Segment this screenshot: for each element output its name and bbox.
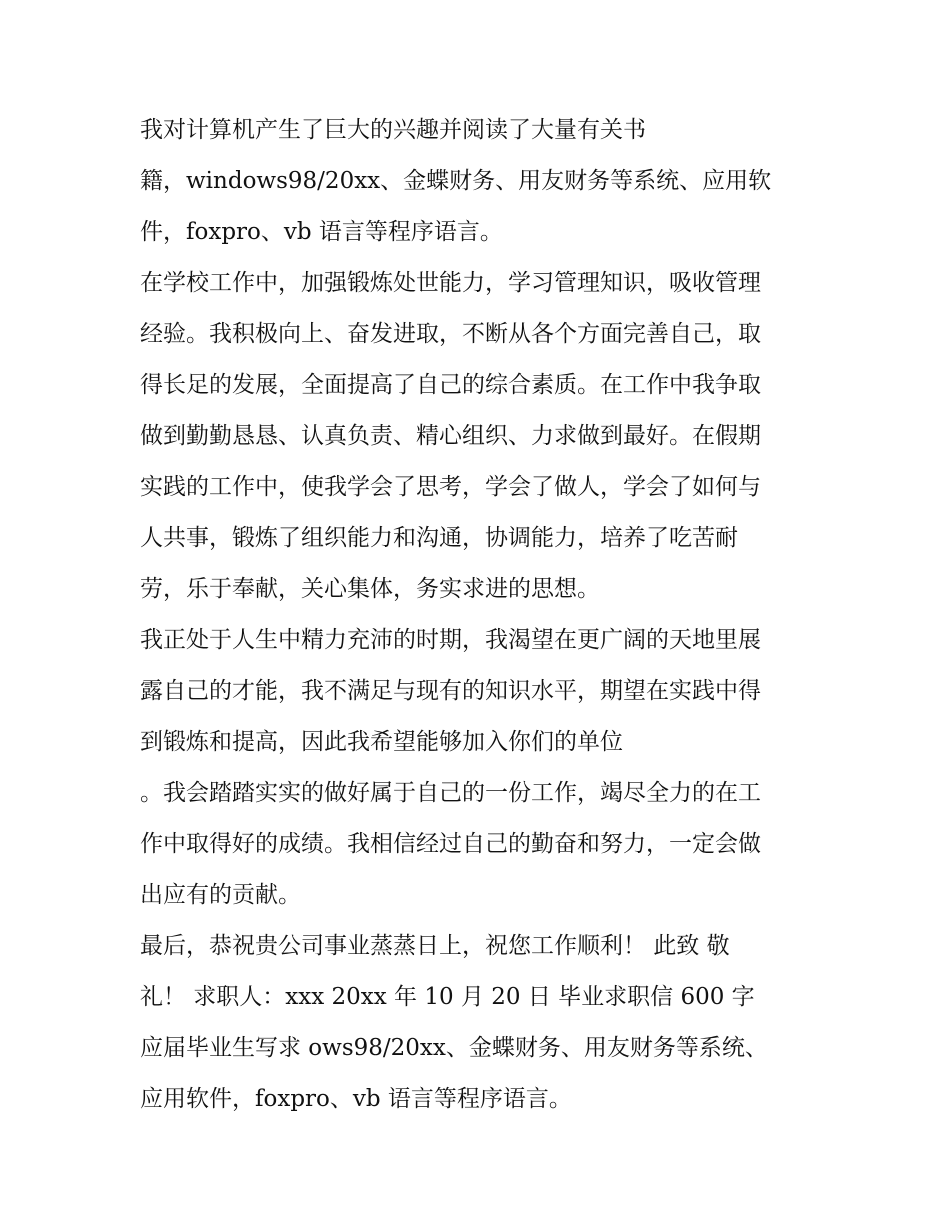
text-line: 得长足的发展，全面提高了自己的综合素质。在工作中我争取 [140, 372, 761, 398]
document-body [140, 108, 820, 1128]
text-line: 露自己的才能，我不满足与现有的知识水平，期望在实践中得 [140, 678, 761, 704]
text-line: 经验。我积极向上、奋发进取，不断从各个方面完善自己，取 [140, 321, 761, 347]
text-line: 作中取得好的成绩。我相信经过自己的勤奋和努力，一定会做 [140, 831, 761, 857]
text-line: 。我会踏踏实实的做好属于自己的一份工作，竭尽全力的在工 [140, 780, 761, 806]
text-line: 劳，乐于奉献，关心集体，务实求进的思想。 [140, 576, 600, 602]
text-line: 到锻炼和提高，因此我希望能够加入你们的单位 [140, 729, 623, 755]
text-line: 在学校工作中，加强锻炼处世能力，学习管理知识，吸收管理 [140, 270, 761, 296]
text-line: 最后，恭祝贵公司事业蒸蒸日上，祝您工作顺利！ 此致 敬 [140, 933, 730, 959]
text-line: 我正处于人生中精力充沛的时期，我渴望在更广阔的天地里展 [140, 627, 761, 653]
text-line: 出应有的贡献。 [140, 882, 301, 908]
text-line: 应用软件，foxpro、vb 语言等程序语言。 [140, 1086, 572, 1112]
text-line: 件，foxpro、vb 语言等程序语言。 [140, 219, 503, 245]
text-line: 实践的工作中，使我学会了思考，学会了做人，学会了如何与 [140, 474, 761, 500]
text-line: 我对计算机产生了巨大的兴趣并阅读了大量有关书 [140, 117, 646, 143]
text-line: 礼！ 求职人：xxx 20xx 年 10 月 20 日 毕业求职信 600 字 [140, 984, 755, 1010]
text-line: 人共事，锻炼了组织能力和沟通，协调能力，培养了吃苦耐 [140, 525, 738, 551]
text-line: 应届毕业生写求 ows98/20xx、金蝶财务、用友财务等系统、 [140, 1035, 768, 1061]
text-line: 做到勤勤恳恳、认真负责、精心组织、力求做到最好。在假期 [140, 423, 761, 449]
text-line: 籍，windows98/20xx、金蝶财务、用友财务等系统、应用软 [140, 168, 772, 194]
